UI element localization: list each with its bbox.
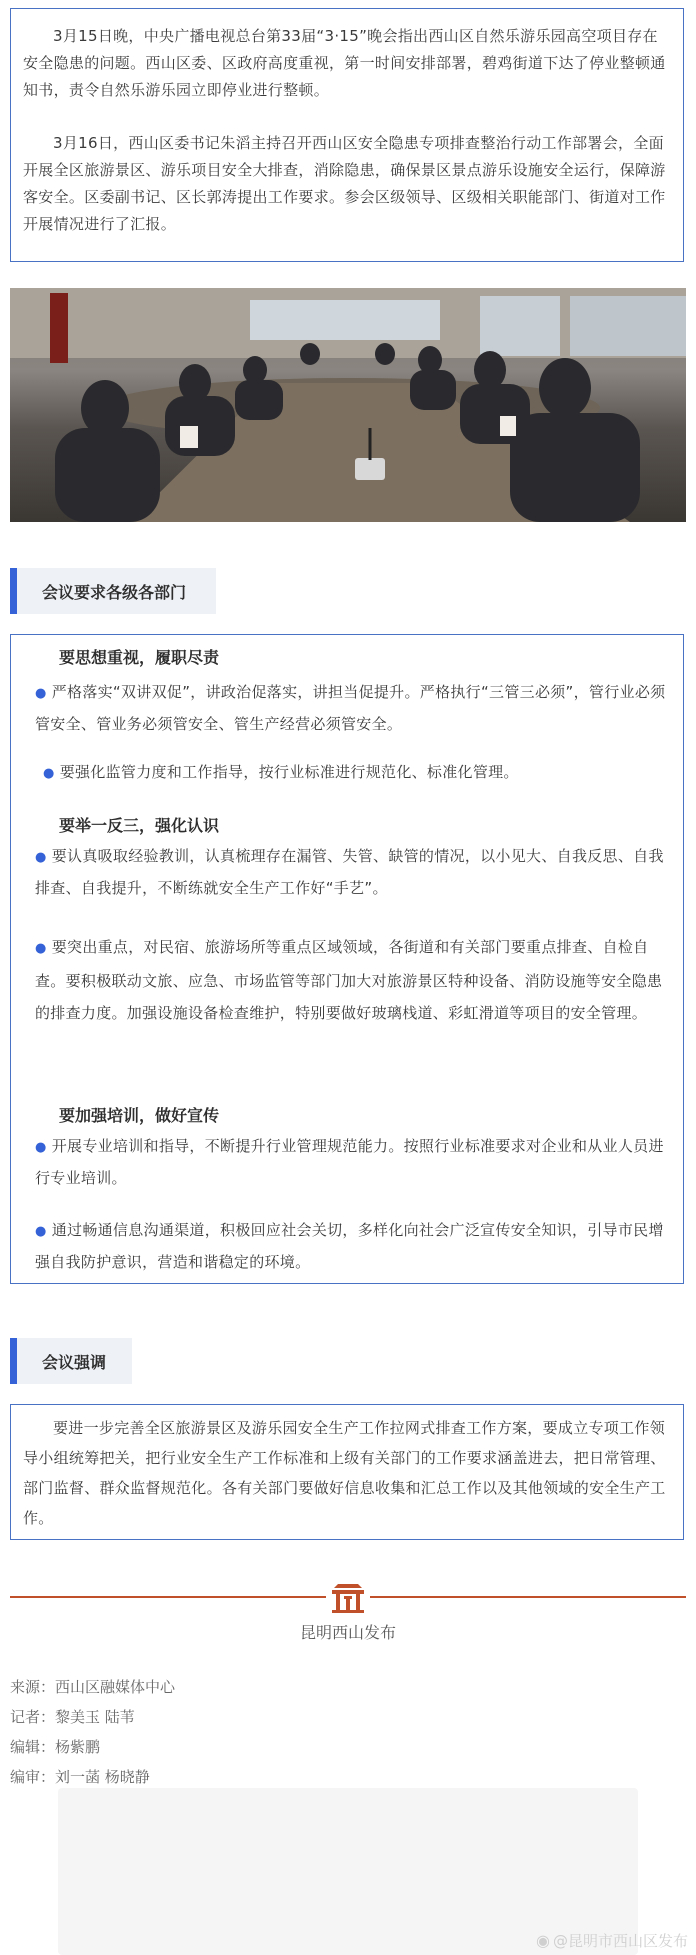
bullet-item-6 bbox=[35, 1215, 675, 1277]
bullet-item-4 bbox=[35, 931, 675, 1029]
bullet-item-3 bbox=[35, 841, 675, 903]
credit-reviewer: 编审：刘一菡 杨晓静 bbox=[10, 1768, 150, 1786]
subheading-2: 要举一反三，强化认识 bbox=[59, 816, 220, 835]
meeting-photo bbox=[10, 288, 686, 522]
section-accent-bar bbox=[10, 1338, 17, 1384]
bullet-dot-icon: ● bbox=[35, 686, 47, 701]
subheading-1: 要思想重视，履职尽责 bbox=[59, 648, 220, 667]
bullet-text: 开展专业培训和指导，不断提升行业管理规范能力。按照行业标准要求对企业和从业人员进行专业培训。 bbox=[35, 1137, 664, 1187]
weibo-watermark bbox=[536, 1930, 688, 1951]
bullet-text: 通过畅通信息沟通渠道，积极回应社会关切，多样化向社会广泛宣传安全知识，引导市民增强自我防护意识，营造和谐稳定的环境。 bbox=[35, 1221, 664, 1271]
meeting-photo-illustration bbox=[10, 288, 686, 522]
bullet-dot-icon: ● bbox=[43, 766, 55, 781]
subheading-3: 要加强培训，做好宣传 bbox=[59, 1106, 220, 1125]
bullet-text: 要强化监管力度和工作指导，按行业标准进行规范化、标准化管理。 bbox=[59, 763, 519, 781]
intro-paragraph-2: 3月16日，西山区委书记朱滔主持召开西山区安全隐患专项排查整治行动工作部署会，全面开展全区旅游景区、游乐项目安全大排查，消除隐患，确保景区景点游乐设施安全运行，保障游客安全。区委副书记、区长郭涛提出工作要求。参会区级领导、区级相关职能部门、街道对工作开展情况进行了汇报。 bbox=[23, 134, 666, 233]
credit-source: 来源：西山区融媒体中心 bbox=[10, 1678, 176, 1696]
bullet-dot-icon: ● bbox=[35, 850, 47, 865]
section-title: 会议要求各级各部门 bbox=[42, 582, 187, 602]
bullet-dot-icon: ● bbox=[35, 941, 47, 956]
section-accent-bar bbox=[10, 568, 17, 614]
bullet-item-5 bbox=[35, 1131, 675, 1193]
watermark-text: @昆明市西山区发布 bbox=[552, 1932, 688, 1950]
credit-editor: 编辑：杨紫鹏 bbox=[10, 1738, 101, 1756]
credit-reporter: 记者：黎美玉 陆苇 bbox=[10, 1708, 135, 1726]
emphasis-paragraph: 要进一步完善全区旅游景区及游乐园安全生产工作拉网式排查工作方案，要成立专项工作领导小组统筹把关，把行业安全生产工作标准和上级有关部门的工作要求涵盖进去，把日常管理、部门监督、群众监督规范化。各有关部门要做好信息收集和汇总工作以及其他领域的安全生产工作。 bbox=[23, 1419, 666, 1527]
bullet-text: 要突出重点，对民宿、旅游场所等重点区域领域，各街道和有关部门要重点排查、自检自查。要积极联动文旅、应急、市场监管等部门加大对旅游景区特种设备、消防设施等安全隐患的排查力度。加强设施设备检查维护，特别要做好玻璃栈道、彩虹滑道等项目的安全管理。 bbox=[35, 938, 663, 1022]
brand-name: 昆明西山发布 bbox=[299, 1623, 396, 1642]
section-header-requirements bbox=[10, 568, 216, 614]
requirements-box bbox=[10, 634, 684, 1284]
section-title: 会议强调 bbox=[42, 1352, 107, 1372]
bullet-item-2 bbox=[43, 757, 675, 789]
bullet-item-1 bbox=[35, 677, 675, 739]
emphasis-box bbox=[10, 1404, 684, 1540]
bullet-dot-icon: ● bbox=[35, 1140, 47, 1155]
brand-logo-icon bbox=[326, 1578, 370, 1614]
intro-box bbox=[10, 8, 684, 262]
bullet-text: 严格落实“双讲双促”，讲政治促落实，讲担当促提升。严格执行“三管三必须”，管行业必须管安全、管业务必须管安全、管生产经营必须管安全。 bbox=[35, 683, 666, 733]
weibo-icon: ◉ bbox=[536, 1931, 550, 1950]
bullet-text: 要认真吸取经验教训，认真梳理存在漏管、失管、缺管的情况，以小见大、自我反思、自我排查、自我提升，不断练就安全生产工作好“手艺”。 bbox=[35, 847, 664, 897]
intro-paragraph-1: 3月15日晚，中央广播电视总台第33届“3·15”晚会指出西山区自然乐游乐园高空项目存在安全隐患的问题。西山区委、区政府高度重视，第一时间安排部署，碧鸡街道下达了停业整顿通知书，责令自然乐游乐园立即停业进行整顿。 bbox=[23, 27, 666, 99]
section-header-emphasis bbox=[10, 1338, 132, 1384]
bullet-dot-icon: ● bbox=[35, 1224, 47, 1239]
